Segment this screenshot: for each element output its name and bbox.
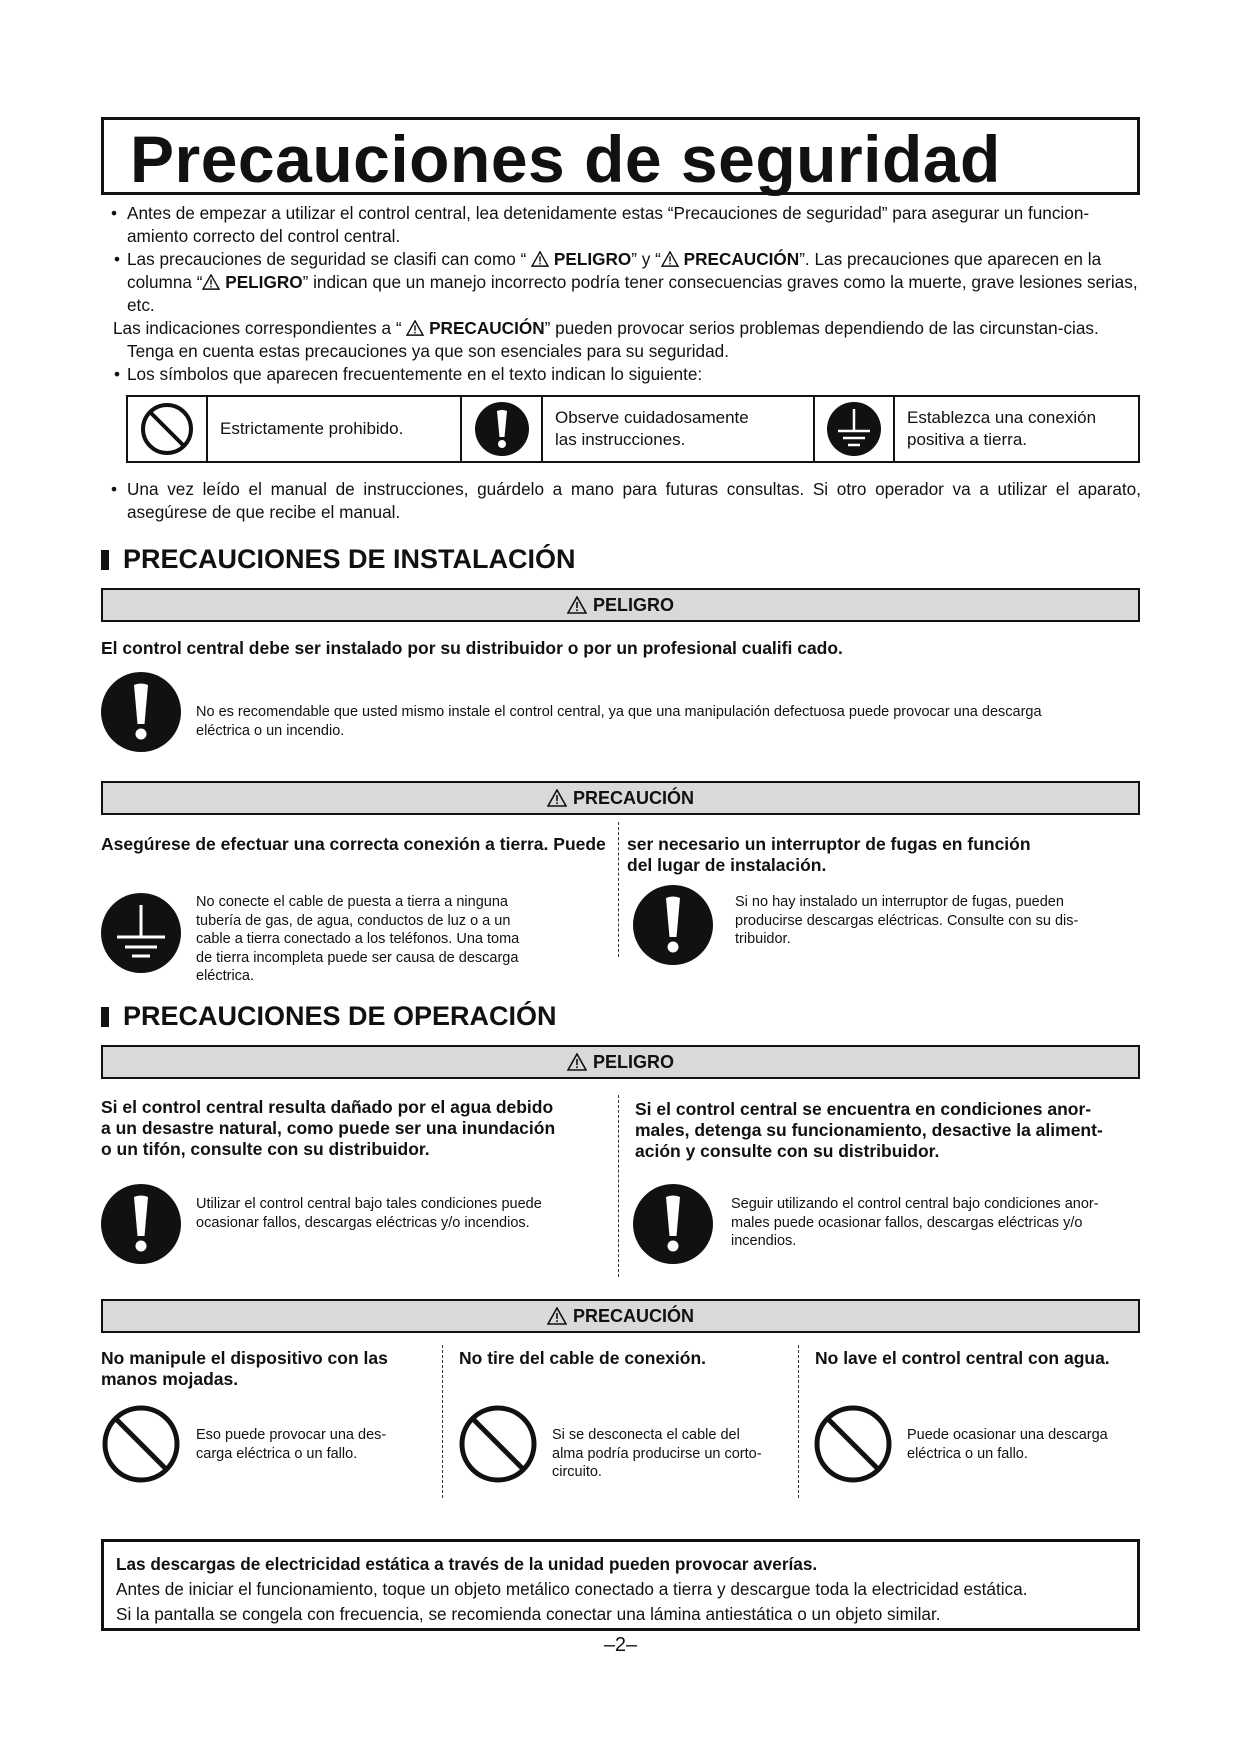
intro-section (101, 202, 1141, 386)
symbol-text-ground: Establezca una conexión positiva a tierra. (907, 408, 1097, 449)
warning-triangle-icon (531, 251, 549, 267)
intro-bullet-2: • Las precauciones de seguridad se clasifi can como “ PELIGRO” y “ PRECAUCIÓN”. Las precauciones que aparecen en la columna “ PELIGRO” indican que un manejo incorrecto podría tener consecuencias graves como la muerte, grave lesiones serias, etc. (114, 249, 1138, 315)
warning-triangle-icon (661, 251, 679, 267)
caution-col1-title: No manipule el dispositivo con las manos mojadas. (101, 1348, 388, 1389)
column-divider (618, 822, 619, 957)
title-box (101, 117, 1140, 195)
install-caution-right-text: Si no hay instalado un interruptor de fugas, pueden producirse descargas eléctricas. Consulte con su dis- tribuidor. (735, 894, 1079, 947)
exclamation-icon (101, 672, 181, 752)
warning-triangle-icon (567, 596, 587, 614)
install-danger-title: El control central debe ser instalado por su distribuidor o por un profesional cualifi cado. (101, 638, 843, 658)
section-heading-operation: PRECAUCIONES DE OPERACIÓN (101, 1001, 557, 1032)
danger-band-operation: PELIGRO (101, 1045, 1140, 1079)
column-divider (798, 1345, 799, 1498)
page-number: –2– (603, 1634, 638, 1656)
operation-danger-right-text: Seguir utilizando el control central bajo condiciones anor- males puede ocasionar fallos, descargas eléctricas y/o incendios. (731, 1196, 1099, 1249)
symbol-cell-ground (815, 397, 895, 461)
caution-col3-title: No lave el control central con agua. (815, 1348, 1110, 1368)
symbol-cell-prohibited (128, 397, 208, 461)
prohibited-icon (101, 1404, 181, 1484)
symbol-text-prohibited: Estrictamente prohibido. (208, 397, 462, 461)
operation-danger-left-title: Si el control central resulta dañado por el agua debido a un desastre natural, como puede ser una inundación o un tifón, consulte con su distribuidor. (101, 1097, 556, 1159)
ground-icon (101, 893, 181, 973)
caution-band-operation: PRECAUCIÓN (101, 1299, 1140, 1333)
danger-band-installation: PELIGRO (101, 588, 1140, 622)
caution-col2-title: No tire del cable de conexión. (459, 1348, 707, 1368)
intro-bullet-5: • Una vez leído el manual de instrucciones, guárdelo a mano para futuras consultas. Si otro operador va a utilizar el aparato, asegúrese de que recibe el manual. (111, 479, 1141, 522)
note-line-2: Si la pantalla se congela con frecuencia, se recomienda conectar una lámina antiestática o un objeto similar. (116, 1604, 941, 1624)
install-caution-left-text: No conecte el cable de puesta a tierra a ninguna tubería de gas, de agua, conductos de luz o a un cable a tierra conectado a los teléfonos. Una toma de tierra incompleta puede ser causa de descarga eléctrica. (196, 894, 520, 984)
exclamation-icon (633, 1184, 713, 1264)
section-heading-installation: PRECAUCIONES DE INSTALACIÓN (101, 544, 576, 575)
caution-band-installation: PRECAUCIÓN (101, 781, 1140, 815)
warning-triangle-icon (547, 789, 567, 807)
static-electricity-note (101, 1539, 1140, 1631)
prohibited-icon (813, 1404, 893, 1484)
column-divider (618, 1095, 619, 1277)
exclamation-icon (633, 885, 713, 965)
intro-paragraph-3: Las indicaciones correspondientes a “ PRECAUCIÓN” pueden provocar serios problemas dependiendo de las circunstan-cias. Tenga en cuenta estas precauciones ya que son esenciales para su seguridad. (113, 318, 1099, 361)
install-caution-title-right: ser necesario un interruptor de fugas en función del lugar de instalación. (627, 834, 1031, 875)
warning-triangle-icon (567, 1053, 587, 1071)
install-danger-text: No es recomendable que usted mismo instale el control central, ya que una manipulación defectuosa puede provocar una descarga eléctrica o un incendio. (196, 704, 1042, 739)
symbols-table (126, 395, 1140, 463)
caution-col1-text: Eso puede provocar una des- carga eléctrica o un fallo. (196, 1427, 387, 1462)
page-title: Precauciones de seguridad (130, 122, 1001, 196)
prohibited-icon (139, 401, 195, 457)
exclamation-icon (101, 1184, 181, 1264)
warning-triangle-icon (547, 1307, 567, 1325)
caution-col3-text: Puede ocasionar una descarga eléctrica o un fallo. (907, 1427, 1108, 1462)
caution-col2-text: Si se desconecta el cable del alma podría producirse un corto- circuito. (552, 1427, 762, 1480)
intro-bullet-4: • Los símbolos que aparecen frecuentemente en el texto indican lo siguiente: (114, 364, 703, 384)
operation-danger-left-text: Utilizar el control central bajo tales condiciones puede ocasionar fallos, descargas eléctricas y/o incendios. (196, 1196, 542, 1231)
ground-icon (826, 401, 882, 457)
warning-triangle-icon (406, 320, 424, 336)
exclamation-icon (474, 401, 530, 457)
column-divider (442, 1345, 443, 1498)
warning-triangle-icon (202, 274, 220, 290)
note-line-1: Antes de iniciar el funcionamiento, toque un objeto metálico conectado a tierra y descargue toda la electricidad estática. (116, 1579, 1028, 1599)
install-caution-title-left: Asegúrese de efectuar una correcta conexión a tierra. Puede (101, 834, 606, 854)
symbol-text-exclamation: Observe cuidadosamente las instrucciones. (543, 397, 815, 461)
intro-bullet-1: • Antes de empezar a utilizar el control central, lea detenidamente estas “Precauciones de seguridad” para asegurar un funcion-amiento correcto del control central. (111, 203, 1090, 246)
intro-section-2 (101, 478, 1141, 524)
operation-danger-right-title: Si el control central se encuentra en condiciones anor- males, detenga su funcionamiento, desactive la aliment- ación y consulte con su distribuidor. (635, 1099, 1103, 1161)
symbol-cell-exclamation (462, 397, 543, 461)
prohibited-icon (458, 1404, 538, 1484)
note-title: Las descargas de electricidad estática a través de la unidad pueden provocar averías. (116, 1554, 818, 1574)
